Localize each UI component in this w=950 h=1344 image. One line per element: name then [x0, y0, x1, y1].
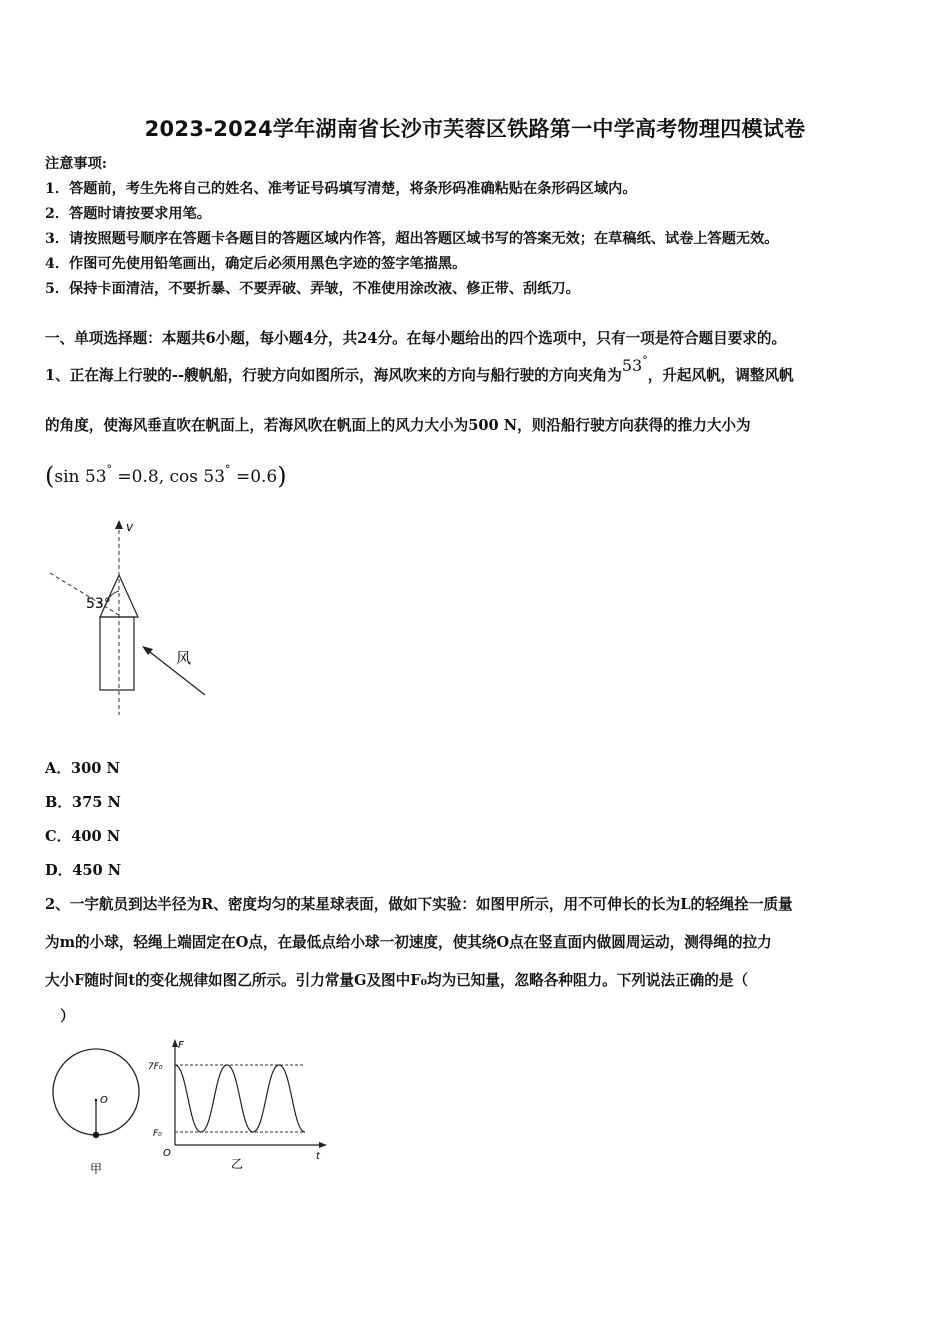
angle-label: 53° — [86, 596, 111, 612]
pivot-point — [95, 1099, 98, 1102]
note-item: 4．作图可先使用铅笔画出，确定后必须用黑色字迹的签字笔描黑。 — [45, 256, 467, 272]
note-item: 1．答题前，考生先将自己的姓名、准考证号码填写清楚，将条形码准确粘贴在条形码区域内。 — [45, 181, 637, 197]
force-time-graph-yi — [145, 1035, 330, 1175]
boat-body — [100, 617, 134, 690]
ball — [93, 1132, 99, 1138]
f-axis-label: F — [178, 1040, 184, 1051]
figure-yi-label: 乙 — [231, 1157, 244, 1171]
note-item: 5．保持卡面清洁，不要折暴、不要弄破、弄皱，不准使用涂改液、修正带、刮纸刀。 — [45, 281, 580, 297]
velocity-label: v — [126, 520, 134, 534]
section-heading: 一、单项选择题：本题共6小题，每小题4分，共24分。在每小题给出的四个选项中，只有一项是符合题目要求的。 — [45, 330, 787, 347]
note-item: 2．答题时请按要求用笔。 — [45, 206, 211, 222]
circle-figure-jia — [45, 1045, 150, 1180]
question-1-line-1: 1、正在海上行驶的--艘帆船，行驶方向如图所示，海风吹来的方向与船行驶的方向夹角为53°，升起风帆，调整风帆 — [45, 354, 794, 384]
velocity-arrow-icon — [115, 520, 123, 529]
note-item: 3．请按照题号顺序在答题卡各题目的答题区域内作答，超出答题区域书写的答案无效；在草稿纸、试卷上答题无效。 — [45, 231, 779, 247]
option-c[interactable]: C．400 N — [45, 828, 121, 845]
option-b[interactable]: B．375 N — [45, 794, 121, 811]
t-axis-arrow-icon — [319, 1142, 327, 1148]
figure-jia-label: 甲 — [90, 1162, 103, 1176]
sailboat-figure — [40, 515, 220, 720]
question-2-line-1: 2、一宇航员到达半径为R、密度均匀的某星球表面，做如下实验：如图甲所示，用不可伸长的长为L的轻绳拴一质量 — [45, 896, 793, 913]
notes-heading: 注意事项: — [45, 156, 107, 172]
question-2-line-2: 为m的小球，轻绳上端固定在O点，在最低点给小球一初速度，使其绕O点在竖直面内做圆周运动，测得绳的拉力 — [45, 934, 772, 951]
pivot-label: O — [100, 1095, 108, 1106]
force-curve — [175, 1065, 305, 1132]
wind-label: 风 — [176, 649, 192, 667]
origin-label: O — [163, 1148, 171, 1159]
option-a[interactable]: A．300 N — [45, 760, 120, 777]
question-1-line-2: 的角度，使海风垂直吹在帆面上，若海风吹在帆面上的风力大小为500 N，则沿船行驶方向获得的推力大小为 — [45, 417, 751, 434]
min-force-label: F₀ — [153, 1129, 162, 1139]
max-force-label: 7F₀ — [148, 1062, 163, 1072]
question-1-formula: (sin 53° =0.8, cos 53° =0.6) — [45, 462, 287, 490]
t-axis-label: t — [316, 1151, 320, 1162]
option-d[interactable]: D．450 N — [45, 862, 122, 879]
page-title: 2023-2024学年湖南省长沙市芙蓉区铁路第一中学高考物理四模试卷 — [144, 117, 806, 141]
question-2-line-3: 大小F随时间t的变化规律如图乙所示。引力常量G及图中F₀均为已知量，忽略各种阻力。下列说法正确的是（ — [45, 972, 749, 989]
question-2-line-4: ） — [60, 1008, 75, 1025]
